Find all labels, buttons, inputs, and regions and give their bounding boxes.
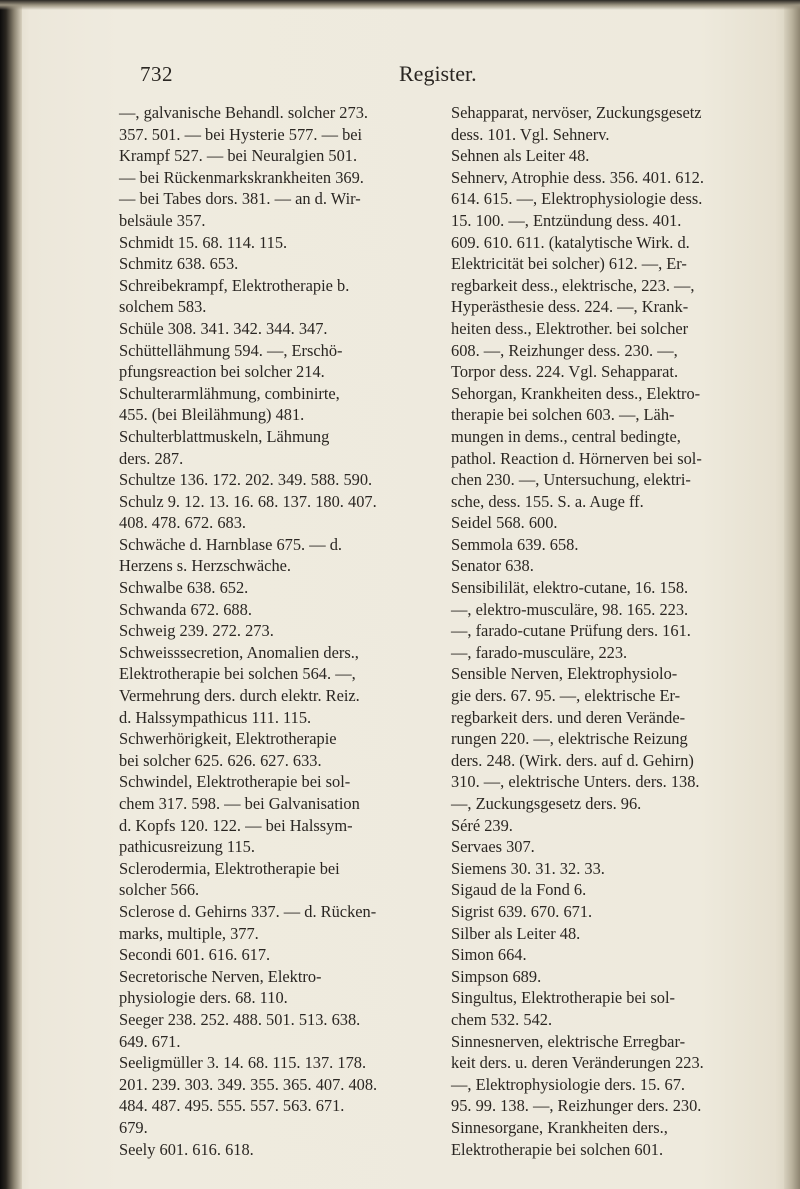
- index-line: 310. —, elektrische Unters. ders. 138.: [451, 772, 700, 792]
- index-line: 357. 501. — bei Hysterie 577. — bei: [119, 124, 363, 144]
- index-line: Seely 601. 616. 618.: [119, 1139, 254, 1159]
- index-line: Schüle 308. 341. 342. 344. 347.: [119, 318, 328, 338]
- index-line: Séré 239.: [451, 815, 513, 835]
- index-line: Schweisssecretion, Anomalien ders.,: [119, 642, 359, 662]
- index-line: 649. 671.: [119, 1031, 181, 1051]
- page-outer-edge: [784, 0, 800, 1189]
- index-line: heiten dess., Elektrother. bei solcher: [451, 318, 689, 338]
- index-line: rungen 220. —, elektrische Reizung: [451, 729, 688, 749]
- index-line: d. Halssympathicus 111. 115.: [119, 707, 312, 727]
- index-line: Torpor dess. 224. Vgl. Sehapparat.: [451, 362, 679, 382]
- index-line: Sigrist 639. 670. 671.: [451, 901, 593, 921]
- index-line: Schüttellähmung 594. —, Erschö-: [119, 340, 343, 360]
- index-line: pathicusreizung 115.: [119, 837, 255, 857]
- index-line: 608. —, Reizhunger dess. 230. —,: [451, 340, 678, 360]
- index-line: regbarkeit dess., elektrische, 223. —,: [451, 275, 695, 295]
- index-line: Schwäche d. Harnblase 675. — d.: [119, 534, 343, 554]
- index-line: Krampf 527. — bei Neuralgien 501.: [119, 146, 358, 166]
- index-line: —, Zuckungsgesetz ders. 96.: [451, 794, 642, 813]
- index-line: Elektrotherapie bei solchen 601.: [451, 1139, 664, 1159]
- index-line: Schwindel, Elektrotherapie bei sol-: [119, 772, 351, 792]
- index-line: regbarkeit ders. und deren Verände-: [451, 707, 686, 727]
- index-line: Servaes 307.: [451, 837, 535, 857]
- index-line: 679.: [119, 1117, 148, 1137]
- index-line: pfungsreaction bei solcher 214.: [119, 362, 325, 382]
- index-line: chem 317. 598. — bei Galvanisation: [119, 794, 360, 813]
- index-line: Elektricität bei solcher) 612. —, Er-: [451, 254, 687, 274]
- page-top-edge: [0, 0, 800, 10]
- index-line: chem 532. 542.: [451, 1009, 553, 1029]
- index-line: mungen in dems., central bedingte,: [451, 426, 681, 446]
- index-line: 614. 615. —, Elektrophysiologie dess.: [451, 189, 703, 209]
- index-line: Schulterarmlähmung, combinirte,: [119, 383, 340, 403]
- index-line: 455. (bei Bleilähmung) 481.: [119, 405, 305, 425]
- index-line: Sclerose d. Gehirns 337. — d. Rücken-: [119, 901, 377, 921]
- index-line: Schwalbe 638. 652.: [119, 578, 249, 598]
- index-line: Schmitz 638. 653.: [119, 254, 239, 274]
- index-line: Simon 664.: [451, 945, 527, 965]
- index-line: sche, dess. 155. S. a. Auge ff.: [451, 491, 644, 511]
- index-line: bei solcher 625. 626. 627. 633.: [119, 750, 322, 770]
- index-line: Sinnesorgane, Krankheiten ders.,: [451, 1117, 668, 1137]
- index-line: Schmidt 15. 68. 114. 115.: [119, 232, 288, 252]
- index-column-right: [451, 102, 771, 1160]
- index-line: Vermehrung ders. durch elektr. Reiz.: [119, 686, 360, 706]
- index-column-left: [119, 102, 427, 1160]
- index-line: ders. 287.: [119, 448, 184, 468]
- index-line: —, farado-musculäre, 223.: [451, 642, 628, 662]
- index-line: 15. 100. —, Entzündung dess. 401.: [451, 210, 682, 230]
- index-line: Seidel 568. 600.: [451, 513, 558, 533]
- index-line: Singultus, Elektrotherapie bei sol-: [451, 988, 675, 1008]
- index-line: Sinnesnerven, elektrische Erregbar-: [451, 1031, 686, 1051]
- page-number: 732: [140, 62, 173, 86]
- index-line: —, galvanische Behandl. solcher 273.: [119, 103, 368, 122]
- index-line: Schwanda 672. 688.: [119, 599, 252, 619]
- index-line: Silber als Leiter 48.: [451, 923, 581, 943]
- index-line: Schwerhörigkeit, Elektrotherapie: [119, 729, 337, 749]
- index-line: Schultze 136. 172. 202. 349. 588. 590.: [119, 470, 373, 490]
- index-line: Seeger 238. 252. 488. 501. 513. 638.: [119, 1009, 361, 1029]
- index-line: Sehnerv, Atrophie dess. 356. 401. 612.: [451, 167, 704, 187]
- index-line: Sensible Nerven, Elektrophysiolo-: [451, 664, 678, 684]
- index-line: Hyperästhesie dess. 224. —, Krank-: [451, 297, 689, 317]
- index-line: Sensibililät, elektro-cutane, 16. 158.: [451, 578, 689, 598]
- index-line: Sehapparat, nervöser, Zuckungsgesetz: [451, 103, 702, 122]
- index-line: belsäule 357.: [119, 210, 206, 230]
- index-line: solchem 583.: [119, 297, 207, 317]
- index-line: Schulterblattmuskeln, Lähmung: [119, 426, 330, 446]
- index-line: Schreibekrampf, Elektrotherapie b.: [119, 275, 350, 295]
- index-line: dess. 101. Vgl. Sehnerv.: [451, 124, 610, 144]
- index-line: Senator 638.: [451, 556, 534, 576]
- index-line: Sclerodermia, Elektrotherapie bei: [119, 858, 340, 878]
- index-line: therapie bei solchen 603. —, Läh-: [451, 405, 675, 425]
- index-line: — bei Tabes dors. 381. — an d. Wir-: [119, 189, 361, 209]
- index-line: Schweig 239. 272. 273.: [119, 621, 274, 641]
- index-line: chen 230. —, Untersuchung, elektri-: [451, 470, 691, 490]
- index-line: Seeligmüller 3. 14. 68. 115. 137. 178.: [119, 1053, 367, 1073]
- running-head: Register.: [399, 61, 477, 86]
- index-line: Elektrotherapie bei solchen 564. —,: [119, 664, 356, 684]
- index-line: 95. 99. 138. —, Reizhunger ders. 230.: [451, 1096, 702, 1116]
- index-line: 609. 610. 611. (katalytische Wirk. d.: [451, 232, 690, 252]
- index-line: d. Kopfs 120. 122. — bei Halssym-: [119, 815, 353, 835]
- index-line: ders. 248. (Wirk. ders. auf d. Gehirn): [451, 750, 694, 770]
- index-line: 408. 478. 672. 683.: [119, 513, 247, 533]
- index-line: —, elektro-musculäre, 98. 165. 223.: [451, 599, 689, 619]
- index-line: 484. 487. 495. 555. 557. 563. 671.: [119, 1096, 345, 1116]
- index-line: Sehorgan, Krankheiten dess., Elektro-: [451, 383, 701, 403]
- index-line: marks, multiple, 377.: [119, 923, 259, 943]
- index-line: gie ders. 67. 95. —, elektrische Er-: [451, 686, 681, 706]
- index-line: pathol. Reaction d. Hörnerven bei sol-: [451, 448, 702, 468]
- index-line: solcher 566.: [119, 880, 200, 900]
- index-line: 201. 239. 303. 349. 355. 365. 407. 408.: [119, 1074, 378, 1094]
- index-line: Secretorische Nerven, Elektro-: [119, 966, 322, 986]
- index-line: Sehnen als Leiter 48.: [451, 146, 590, 166]
- index-line: keit ders. u. deren Veränderungen 223.: [451, 1053, 704, 1073]
- index-line: Sigaud de la Fond 6.: [451, 880, 587, 900]
- index-line: physiologie ders. 68. 110.: [119, 988, 288, 1008]
- index-line: —, farado-cutane Prüfung ders. 161.: [451, 621, 691, 641]
- index-line: —, Elektrophysiologie ders. 15. 67.: [451, 1074, 685, 1094]
- index-line: Semmola 639. 658.: [451, 534, 579, 554]
- index-line: Herzens s. Herzschwäche.: [119, 556, 292, 576]
- index-line: — bei Rückenmarkskrankheiten 369.: [119, 167, 364, 187]
- page-binding-edge: [0, 0, 22, 1189]
- index-line: Schulz 9. 12. 13. 16. 68. 137. 180. 407.: [119, 491, 377, 511]
- index-line: Simpson 689.: [451, 966, 542, 986]
- index-line: Siemens 30. 31. 32. 33.: [451, 858, 605, 878]
- index-line: Secondi 601. 616. 617.: [119, 945, 271, 965]
